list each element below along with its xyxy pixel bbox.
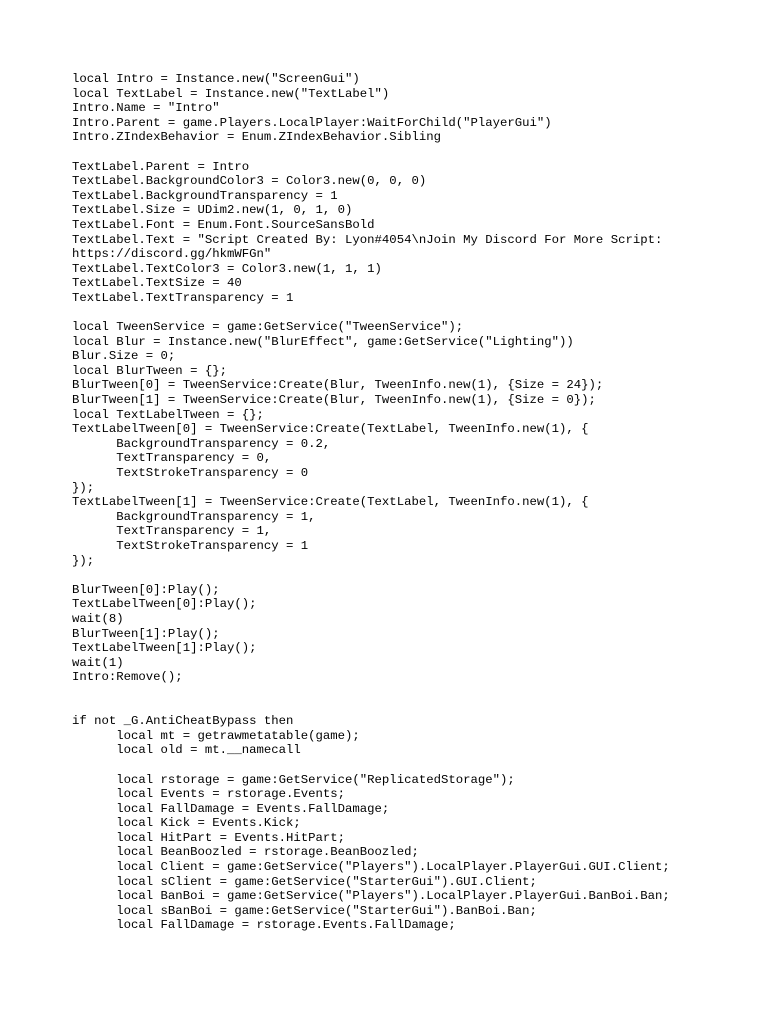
blank-line [72, 145, 712, 160]
code-line: TextTransparency = 0, [72, 451, 272, 466]
code-line: local Events = rstorage.Events; [72, 787, 346, 802]
code-line: local Client = game:GetService("Players").LocalPlayer.PlayerGui.GUI.Client; [72, 860, 670, 875]
code-line: local old = mt.__namecall [72, 743, 301, 758]
code-line: wait(1) [72, 655, 124, 670]
code-line: local TweenService = game:GetService("TweenService"); [72, 320, 464, 335]
code-line: BackgroundTransparency = 1, [72, 509, 316, 524]
code-line: local rstorage = game:GetService("ReplicatedStorage"); [72, 772, 515, 787]
code-line: local sBanBoi = game:GetService("StarterGui").BanBoi.Ban; [72, 903, 537, 918]
blank-line [72, 306, 712, 321]
code-line: Blur.Size = 0; [72, 349, 176, 364]
blank-line [72, 685, 712, 700]
code-line: TextLabel.Text = "Script Created By: Lyon#4054\nJoin My Discord For More Script: https://discord.gg/hkmWFGn" [72, 232, 670, 262]
code-line: TextLabel.TextSize = 40 [72, 276, 242, 291]
code-line: local sClient = game:GetService("StarterGui").GUI.Client; [72, 874, 537, 889]
code-line: if not _G.AntiCheatBypass then [72, 714, 294, 729]
code-line: local mt = getrawmetatable(game); [72, 728, 360, 743]
code-line: TextLabelTween[1] = TweenService:Create(TextLabel, TweenInfo.new(1), { [72, 495, 589, 510]
code-line: Intro.ZIndexBehavior = Enum.ZIndexBehavior.Sibling [72, 130, 441, 145]
blank-line [72, 758, 712, 773]
code-line: BackgroundTransparency = 0.2, [72, 436, 331, 451]
blank-line [72, 568, 712, 583]
code-line: TextLabelTween[1]:Play(); [72, 641, 257, 656]
code-line: Intro.Parent = game.Players.LocalPlayer:WaitForChild("PlayerGui") [72, 115, 552, 130]
code-line: local BeanBoozled = rstorage.BeanBoozled; [72, 845, 419, 860]
code-line: TextTransparency = 1, [72, 524, 272, 539]
code-line: local Blur = Instance.new("BlurEffect", game:GetService("Lighting")) [72, 334, 574, 349]
blank-line [72, 700, 712, 715]
code-line: local TextLabel = Instance.new("TextLabel") [72, 86, 390, 101]
code-line: TextLabel.BackgroundColor3 = Color3.new(0, 0, 0) [72, 174, 427, 189]
code-listing [72, 72, 712, 933]
code-line: TextStrokeTransparency = 0 [72, 466, 309, 481]
code-line: }); [72, 553, 95, 568]
code-line: BlurTween[1] = TweenService:Create(Blur, TweenInfo.new(1), {Size = 0}); [72, 393, 596, 408]
code-line: TextLabel.Font = Enum.Font.SourceSansBold [72, 217, 375, 232]
code-line: local FallDamage = Events.FallDamage; [72, 801, 390, 816]
code-line: local FallDamage = rstorage.Events.FallDamage; [72, 918, 456, 933]
code-line: local BanBoi = game:GetService("Players").LocalPlayer.PlayerGui.BanBoi.Ban; [72, 889, 670, 904]
code-line: Intro.Name = "Intro" [72, 101, 220, 116]
code-line: BlurTween[0] = TweenService:Create(Blur, TweenInfo.new(1), {Size = 24}); [72, 378, 604, 393]
code-line: }); [72, 480, 95, 495]
code-line: local TextLabelTween = {}; [72, 407, 264, 422]
code-line: TextStrokeTransparency = 1 [72, 539, 309, 553]
code-line: TextLabel.TextTransparency = 1 [72, 290, 294, 305]
code-line: wait(8) [72, 611, 124, 626]
code-line: local BlurTween = {}; [72, 363, 227, 378]
code-line: TextLabelTween[0]:Play(); [72, 597, 257, 612]
code-line: local Kick = Events.Kick; [72, 816, 301, 831]
code-line: TextLabel.Size = UDim2.new(1, 0, 1, 0) [72, 203, 353, 218]
code-line: BlurTween[0]:Play(); [72, 582, 220, 597]
code-line: Intro:Remove(); [72, 670, 183, 685]
code-line: local HitPart = Events.HitPart; [72, 830, 346, 845]
code-line: local Intro = Instance.new("ScreenGui") [72, 72, 360, 86]
code-line: TextLabel.BackgroundTransparency = 1 [72, 188, 338, 203]
code-line: TextLabel.TextColor3 = Color3.new(1, 1, 1) [72, 261, 382, 276]
code-line: TextLabel.Parent = Intro [72, 159, 250, 174]
code-line: TextLabelTween[0] = TweenService:Create(TextLabel, TweenInfo.new(1), { [72, 422, 589, 437]
code-line: BlurTween[1]:Play(); [72, 626, 220, 641]
